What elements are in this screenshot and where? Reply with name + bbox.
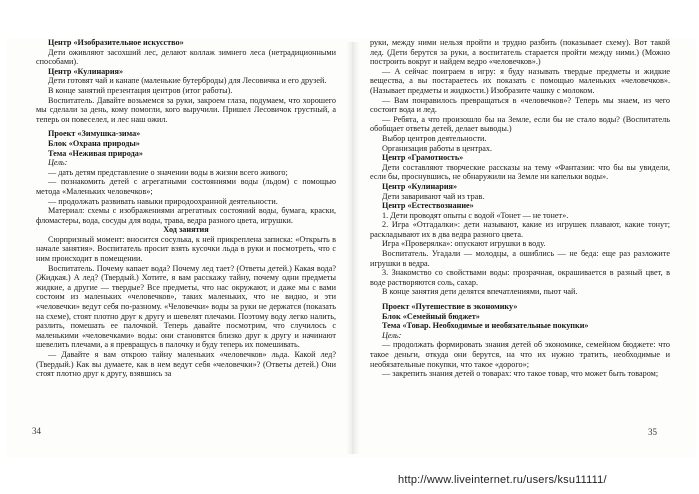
section-heading: Блок «Семейный бюджет» — [382, 311, 480, 321]
paragraph: — продолжать формировать знания детей об экономике, семейном бюджете: что такое деньги, откуда они берутся, на что их нужно тратить, необходимые и необязательные покупки, что такое «дорого»; — [370, 340, 670, 369]
page-number-left: 34 — [32, 426, 41, 436]
section-heading: Проект «Зимушка-зима» — [48, 129, 141, 139]
section-heading: Ход занятия — [163, 225, 209, 235]
section-heading: Центр «Изобразительное искусство» — [48, 38, 184, 47]
paragraph: Дети составляют творческие рассказы на тему «Фантазии: что бы вы увидели, если бы, проснувшись, не обнаружили на Земле ни капельки воды». — [370, 162, 670, 182]
paragraph: Выбор центров деятельности. — [382, 133, 487, 143]
book-gutter — [346, 42, 360, 454]
paragraph: Дети заваривают чай из трав. — [382, 191, 485, 201]
paragraph: В конце занятия дети делятся впечатлениями, пьют чай. — [382, 287, 578, 297]
paragraph: Сюрпризный момент: вносится сосулька, к ней прикреплена записка: «Открыть в начале занятия». Воспитатель просит взять кусочки льда в руки и посмотреть, что с ним происходит в помещении. — [36, 234, 336, 264]
paragraph: Цель: — [382, 330, 402, 340]
paragraph: Организация работы в центрах. — [382, 143, 493, 153]
paragraph: Цель: — [48, 158, 68, 168]
section-heading: Центр «Грамотность» — [382, 153, 464, 163]
section-heading: Тема «Неживая природа» — [48, 148, 143, 158]
paragraph: — познакомить детей с агрегатными состояниями воды (льдом) с помощью метода «Маленьких человечков»; — [36, 177, 336, 196]
paragraph: Дети оживляют засохший лес, делают коллаж зимнего леса (нетрадиционными способами). — [36, 47, 336, 67]
paragraph: — Давайте я вам открою тайну маленьких «человечков» льда. Какой лед? (Твердый.) Как вы думаете, как в нем ведут себя «человечки»? (Ответы детей.) Они стоят плотно друг к другу, взявшись за — [36, 350, 336, 379]
section-heading: Центр «Естествознание» — [382, 201, 474, 211]
paragraph: руки, между ними нельзя пройти и трудно разбить (показывает схему). Вот такой лед. (Дети берутся за руки, а воспитатель старается пройти между ними.) (Можно построить вокруг и найдем ведро «человечков».) — [370, 38, 670, 67]
paragraph: 1. Дети проводят опыты с водой «Тонет — не тонет». — [382, 210, 569, 220]
paragraph: 2. Игра «Отгадалки»: дети называют, какие из игрушек плавают, какие тонут; раскладывают их в два ведра разного цвета. — [370, 220, 670, 239]
section-heading: Центр «Кулинария» — [382, 181, 458, 191]
right-page — [370, 38, 670, 458]
paragraph: — закрепить знания детей о товарах: что такое товар, что может быть товаром; — [382, 369, 659, 379]
paragraph: — Ребята, а что произошло бы на Земле, если бы не стало воды? (Воспитатель обобщает ответы детей, делает выводы.) — [370, 114, 670, 134]
paragraph: Воспитатель. Угадали — молодцы, а ошиблись — не беда: еще раз разложите игрушки в ведра. — [370, 249, 670, 268]
paragraph: Игра «Проверялка»: опускают игрушки в воду. — [382, 239, 546, 249]
section-heading: Проект «Путешествие в экономику» — [382, 302, 518, 312]
page-number-right: 35 — [648, 427, 657, 437]
left-page — [36, 38, 336, 458]
paragraph: 3. Знакомство со свойствами воды: прозрачная, окрашивается в разный цвет, в воде растворяются соль, сахар. — [370, 268, 670, 287]
paragraph: — Вам понравилось превращаться в «человечков»? Теперь мы знаем, из чего состоит вода и лед. — [370, 95, 670, 115]
paragraph: — дать детям представление о значении воды в жизни всего живого; — [48, 167, 288, 177]
book-spread — [6, 38, 696, 458]
paragraph: В конце занятий презентация центров (итог работы). — [48, 85, 233, 95]
paragraph: — А сейчас поиграем в игру: я буду называть твердые предметы и жидкие вещества, а вы постараетесь их показать с помощью маленьких «человечков». (Называет предметы и жидкости.) Изобразите чашку с молоком. — [370, 66, 670, 95]
paragraph: Дети готовят чай и канапе (маленькие бутерброды) для Лесовичка и его друзей. — [48, 76, 327, 86]
section-heading: Тема «Товар. Необходимые и необязательные покупки» — [382, 321, 589, 331]
section-heading: Блок «Охрана природы» — [48, 138, 140, 148]
paragraph: — продолжать развивать навыки природоохранной деятельности. — [48, 196, 278, 206]
watermark-url[interactable]: http://www.liveinternet.ru/users/ksu11111/ — [398, 474, 607, 486]
paragraph: Материал: схемы с изображениями агрегатных состояний воды, бумага, краски, фломастеры, вода, сосуды для воды, трава, ведра разного цвета, игрушки. — [36, 206, 336, 225]
paragraph: Воспитатель. Давайте возьмемся за руки, закроем глаза, подумаем, что хорошего мы сделали за день, кому помогли, кого выручили. Пришел Лесовичок грустный, а теперь он повеселел, и лес наш ожил. — [36, 95, 336, 124]
paragraph: Воспитатель. Почему капает вода? Почему лед тает? (Ответы детей.) Какая вода? (Жидкая.) А лед? (Твердый.) Хотите, я вам расскажу тайну, почему одни предметы жидкие, а другие — твердые? Все предметы, что нас окружают, и даже мы с вами состоим из маленьких «человечков», таких маленьких, что не видно, и эти «человечки» ведут себя по-разному. «Человечки» воды за руки не держатся (показать на схеме), стоят плотно друг к другу и шевелят плечами. Поэтому воду легко налить, разлить, помешать ее палочкой. Теперь давайте посмотрим, что случилось с маленькими «человечками» воды: они становятся близко друг к другу и начинают шевелить плечами, а я превращусь в палочку и буду теперь их помешивать. — [36, 263, 336, 350]
section-heading: Центр «Кулинария» — [48, 66, 124, 76]
